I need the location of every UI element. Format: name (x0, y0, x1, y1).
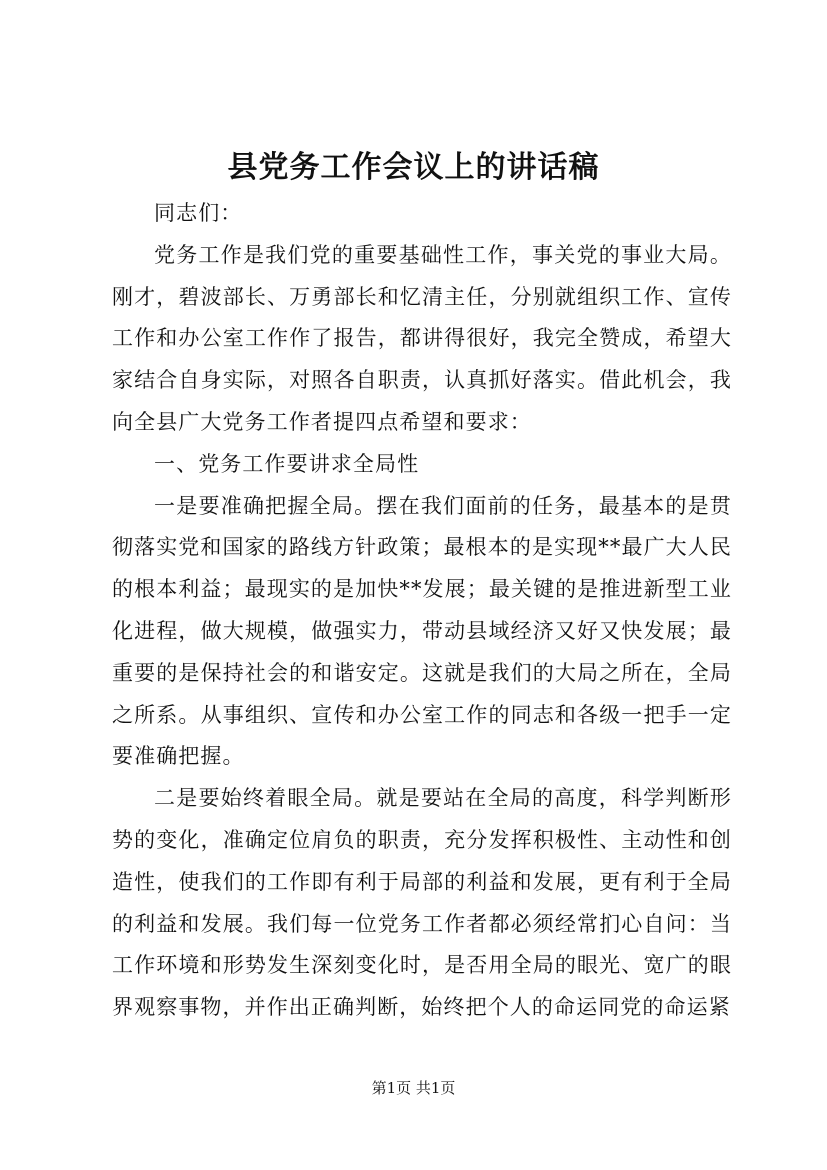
paragraph-point-1: 一是要准确把握全局。摆在我们面前的任务，最基本的是贯彻落实党和国家的路线方针政策；最根本的是实现**最广大人民的根本利益；最现实的是加快**发展；最关键的是推进新型工业化进程，做大规模，做强实力，带动县域经济又好又快发展；最重要的是保持社会的和谐安定。这就是我们的大局之所在，全局之所系。从事组织、宣传和办公室工作的同志和各级一把手一定要准确把握。 (112, 493, 732, 769)
section-heading-1: 一、党务工作要讲求全局性 (154, 451, 420, 476)
paragraph-intro: 党务工作是我们党的重要基础性工作，事关党的事业大局。刚才，碧波部长、万勇部长和忆清主任，分别就组织工作、宣传工作和办公室工作作了报告，都讲得很好，我完全赞成，希望大家结合自身实际，对照各自职责，认真抓好落实。借此机会，我向全县广大党务工作者提四点希望和要求： (112, 242, 732, 434)
document-body (112, 193, 732, 1029)
document-title: 县党务工作会议上的讲话稿 (227, 150, 600, 185)
paragraph-salutation: 同志们： (154, 201, 243, 225)
paragraph-point-2: 二是要始终着眼全局。就是要站在全局的高度，科学判断形势的变化，准确定位肩负的职责，充分发挥积极性、主动性和创造性，使我们的工作即有利于局部的利益和发展，更有利于全局的利益和发展。我们每一位党务工作者都必须经常扪心自问：当工作环境和形势发生深刻变化时，是否用全局的眼光、宽广的眼界观察事物，并作出正确判断，始终把个人的命运同党的命运紧 (112, 786, 732, 1020)
page-footer: 第1页 共1页 (371, 1079, 456, 1097)
